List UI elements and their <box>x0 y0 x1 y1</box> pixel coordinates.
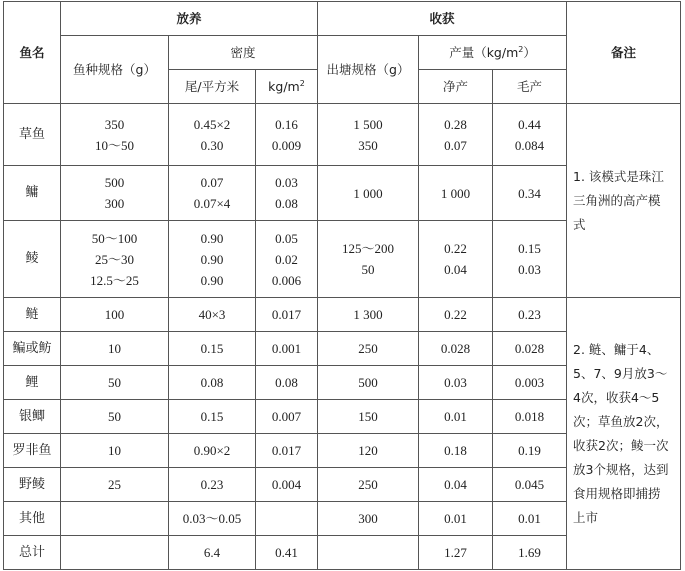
cell-net: 0.01 <box>419 400 493 434</box>
cell-net: 0.01 <box>419 502 493 536</box>
cell-density-mass: 0.004 <box>256 468 318 502</box>
cell-density-mass: 0.017 <box>256 434 318 468</box>
header-density-mass: $kg/m^2$ <box>256 70 318 104</box>
cell-net: 1 000 <box>419 166 493 221</box>
table-row <box>4 104 681 166</box>
cell-density-count: 0.90×2 <box>169 434 256 468</box>
header-market-size: 出塘规格（g） <box>318 36 419 104</box>
cell-gross: 0.23 <box>493 298 567 332</box>
note-2: 2. 鲢、鳙于4、5、7、9月放3～4次，收获4～5次；草鱼放2次，收获2次；鲮一次放3个规格，达到食用规格即捕捞上市 <box>567 298 681 570</box>
cell-market: 250 <box>318 468 419 502</box>
table-row <box>4 298 681 332</box>
cell-fish: 罗非鱼 <box>4 434 61 468</box>
cell-market: 125～200 50 <box>318 221 419 298</box>
cell-gross: 1.69 <box>493 536 567 570</box>
cell-fish: 鳊或鲂 <box>4 332 61 366</box>
cell-density-mass: 0.007 <box>256 400 318 434</box>
cell-density-count: 0.03～0.05 <box>169 502 256 536</box>
cell-gross: 0.018 <box>493 400 567 434</box>
cell-gross: 0.003 <box>493 366 567 400</box>
cell-density-mass <box>256 502 318 536</box>
header-fish-name: 鱼名 <box>4 2 61 104</box>
cell-density-count: 0.45×2 0.30 <box>169 104 256 166</box>
cell-net: 0.028 <box>419 332 493 366</box>
fish-stocking-table <box>3 1 681 570</box>
header-stocking: 放养 <box>61 2 318 36</box>
cell-market: 1 500 350 <box>318 104 419 166</box>
cell-net: 1.27 <box>419 536 493 570</box>
header-net: 净产 <box>419 70 493 104</box>
cell-gross: 0.01 <box>493 502 567 536</box>
header-fingerling-size: 鱼种规格（g） <box>61 36 169 104</box>
cell-net: 0.28 0.07 <box>419 104 493 166</box>
cell-density-mass: 0.03 0.08 <box>256 166 318 221</box>
cell-density-count: 40×3 <box>169 298 256 332</box>
cell-fingerling: 50 <box>61 366 169 400</box>
cell-density-mass: 0.16 0.009 <box>256 104 318 166</box>
cell-fish: 野鲮 <box>4 468 61 502</box>
cell-density-mass: 0.41 <box>256 536 318 570</box>
cell-market: 500 <box>318 366 419 400</box>
cell-fish: 鲮 <box>4 221 61 298</box>
cell-fingerling: 500 300 <box>61 166 169 221</box>
cell-fish: 草鱼 <box>4 104 61 166</box>
header-gross: 毛产 <box>493 70 567 104</box>
cell-market: 250 <box>318 332 419 366</box>
cell-fish: 鲢 <box>4 298 61 332</box>
cell-gross: 0.19 <box>493 434 567 468</box>
cell-density-mass: 0.001 <box>256 332 318 366</box>
cell-gross: 0.045 <box>493 468 567 502</box>
cell-fish: 银鲫 <box>4 400 61 434</box>
cell-density-count: 6.4 <box>169 536 256 570</box>
cell-fingerling: 350 10～50 <box>61 104 169 166</box>
cell-market: 1 000 <box>318 166 419 221</box>
cell-market: 150 <box>318 400 419 434</box>
cell-market: 1 300 <box>318 298 419 332</box>
cell-fingerling: 25 <box>61 468 169 502</box>
header-density: 密度 <box>169 36 318 70</box>
header-density-count: 尾/平方米 <box>169 70 256 104</box>
cell-fingerling: 10 <box>61 434 169 468</box>
cell-fish: 总计 <box>4 536 61 570</box>
cell-market: 300 <box>318 502 419 536</box>
cell-fingerling <box>61 536 169 570</box>
cell-density-count: 0.23 <box>169 468 256 502</box>
cell-fingerling: 10 <box>61 332 169 366</box>
cell-fish: 鳙 <box>4 166 61 221</box>
cell-density-count: 0.90 0.90 0.90 <box>169 221 256 298</box>
cell-market <box>318 536 419 570</box>
cell-density-mass: 0.017 <box>256 298 318 332</box>
cell-net: 0.18 <box>419 434 493 468</box>
cell-fingerling: 100 <box>61 298 169 332</box>
cell-fingerling: 50 <box>61 400 169 434</box>
cell-net: 0.03 <box>419 366 493 400</box>
cell-net: 0.22 0.04 <box>419 221 493 298</box>
cell-density-count: 0.15 <box>169 332 256 366</box>
cell-fingerling: 50～100 25～30 12.5～25 <box>61 221 169 298</box>
cell-fingerling <box>61 502 169 536</box>
cell-gross: 0.15 0.03 <box>493 221 567 298</box>
cell-net: 0.22 <box>419 298 493 332</box>
cell-density-mass: 0.05 0.02 0.006 <box>256 221 318 298</box>
cell-density-count: 0.15 <box>169 400 256 434</box>
cell-density-mass: 0.08 <box>256 366 318 400</box>
header-remarks: 备注 <box>567 2 681 104</box>
header-harvest: 收获 <box>318 2 567 36</box>
cell-fish: 其他 <box>4 502 61 536</box>
note-1: 1. 该模式是珠江三角洲的高产模式 <box>567 104 681 298</box>
cell-gross: 0.34 <box>493 166 567 221</box>
cell-gross: 0.44 0.084 <box>493 104 567 166</box>
cell-density-count: 0.07 0.07×4 <box>169 166 256 221</box>
cell-density-count: 0.08 <box>169 366 256 400</box>
header-yield: 产量$(kg/m^2)$ <box>419 36 567 70</box>
cell-market: 120 <box>318 434 419 468</box>
cell-gross: 0.028 <box>493 332 567 366</box>
cell-fish: 鲤 <box>4 366 61 400</box>
cell-net: 0.04 <box>419 468 493 502</box>
